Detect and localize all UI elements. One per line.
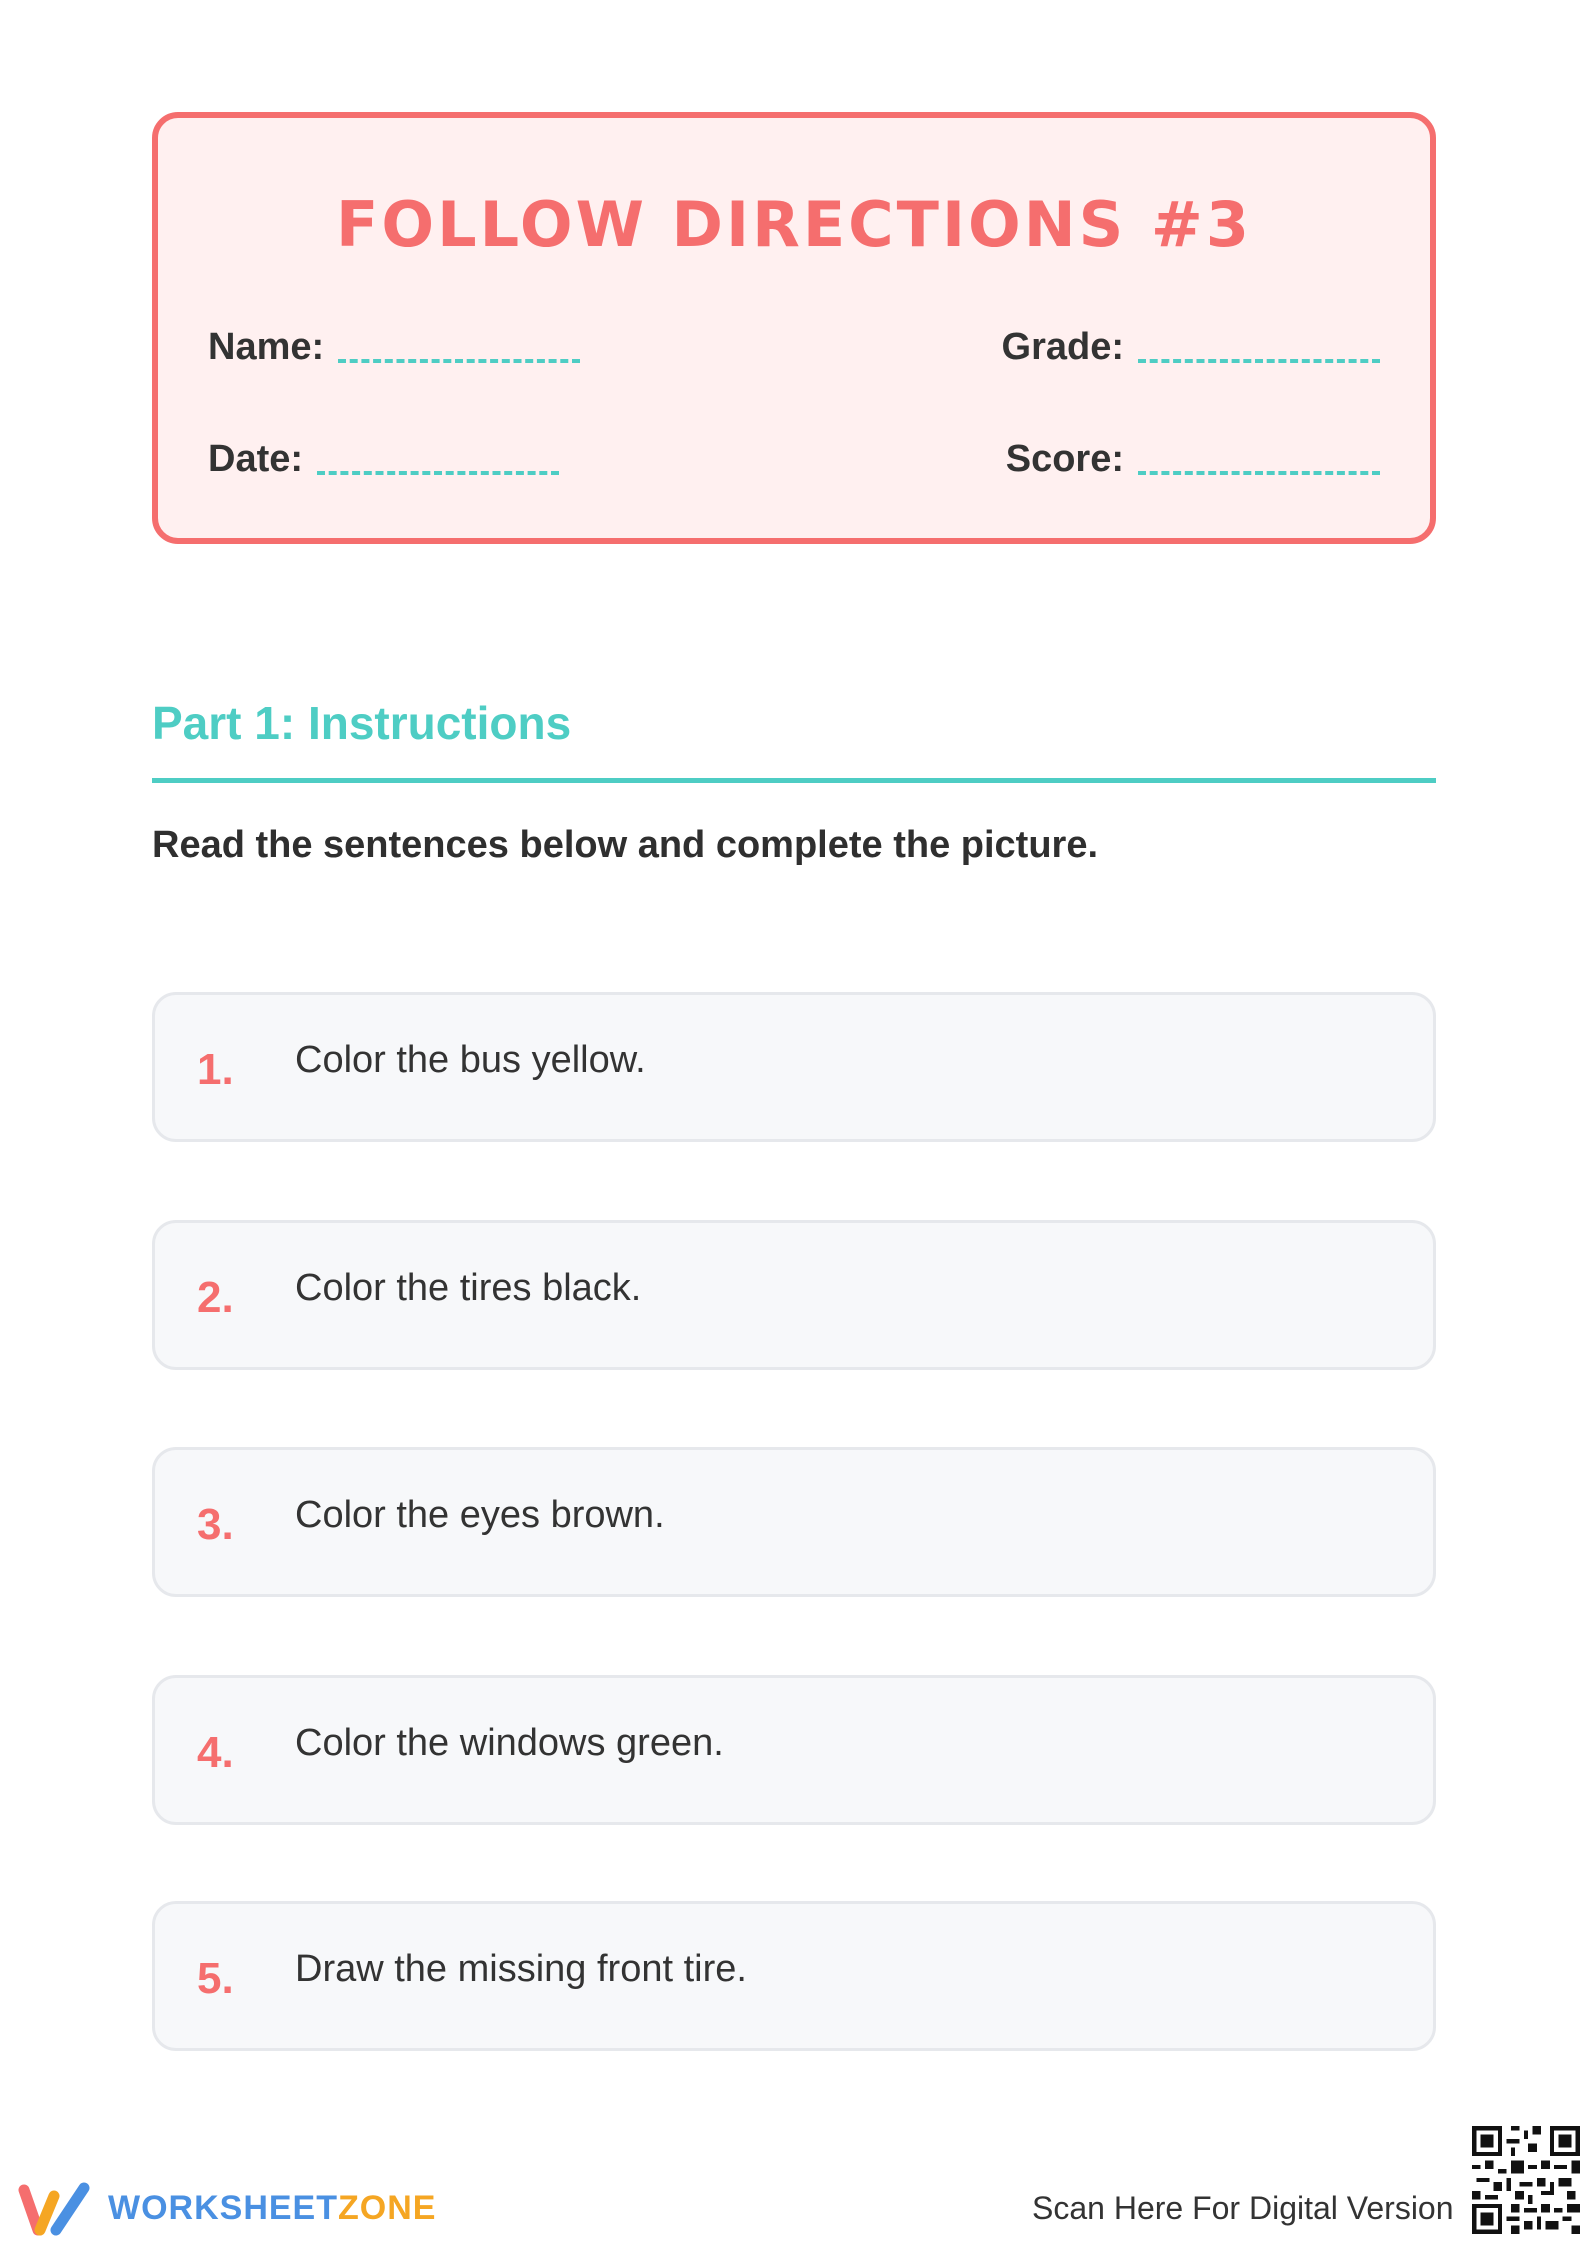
instruction-item <box>152 1220 1436 1370</box>
name-blank[interactable] <box>338 359 580 363</box>
item-text: Color the bus yellow. <box>295 1039 646 1081</box>
item-number: 1. <box>197 1045 234 1094</box>
grade-blank[interactable] <box>1138 359 1380 363</box>
item-text: Draw the missing front tire. <box>295 1948 747 1990</box>
score-field[interactable] <box>1006 438 1380 481</box>
grade-label: Grade: <box>1001 326 1124 368</box>
qr-code-icon[interactable] <box>1472 2126 1580 2234</box>
name-field[interactable] <box>208 326 580 369</box>
header-card <box>152 112 1436 544</box>
brand-name-part1: WORKSHEET <box>108 2189 338 2227</box>
instruction-item <box>152 1901 1436 2051</box>
worksheet-title: FOLLOW DIRECTIONS #3 <box>336 188 1252 261</box>
date-blank[interactable] <box>317 471 559 475</box>
section-title: Part 1: Instructions <box>152 697 572 749</box>
item-text: Color the eyes brown. <box>295 1494 665 1536</box>
name-label: Name: <box>208 326 325 368</box>
item-number: 3. <box>197 1500 234 1549</box>
date-label: Date: <box>208 438 304 480</box>
item-number: 5. <box>197 1954 234 2003</box>
score-label: Score: <box>1005 438 1124 480</box>
item-text: Color the windows green. <box>295 1722 724 1764</box>
score-blank[interactable] <box>1138 471 1380 475</box>
date-field[interactable] <box>208 438 559 481</box>
section-divider <box>152 778 1436 783</box>
worksheetzone-logo-icon <box>18 2182 94 2236</box>
brand-name-part2: ZONE <box>338 2189 437 2227</box>
instruction-item <box>152 1675 1436 1825</box>
item-number: 4. <box>197 1728 234 1777</box>
item-text: Color the tires black. <box>295 1267 642 1309</box>
brand-name <box>108 2189 436 2228</box>
instruction-item <box>152 1447 1436 1597</box>
instructions-intro: Read the sentences below and complete the picture. <box>152 824 1099 866</box>
instruction-item <box>152 992 1436 1142</box>
item-number: 2. <box>197 1273 234 1322</box>
scan-caption: Scan Here For Digital Version <box>1032 2190 1454 2226</box>
grade-field[interactable] <box>1002 326 1380 369</box>
